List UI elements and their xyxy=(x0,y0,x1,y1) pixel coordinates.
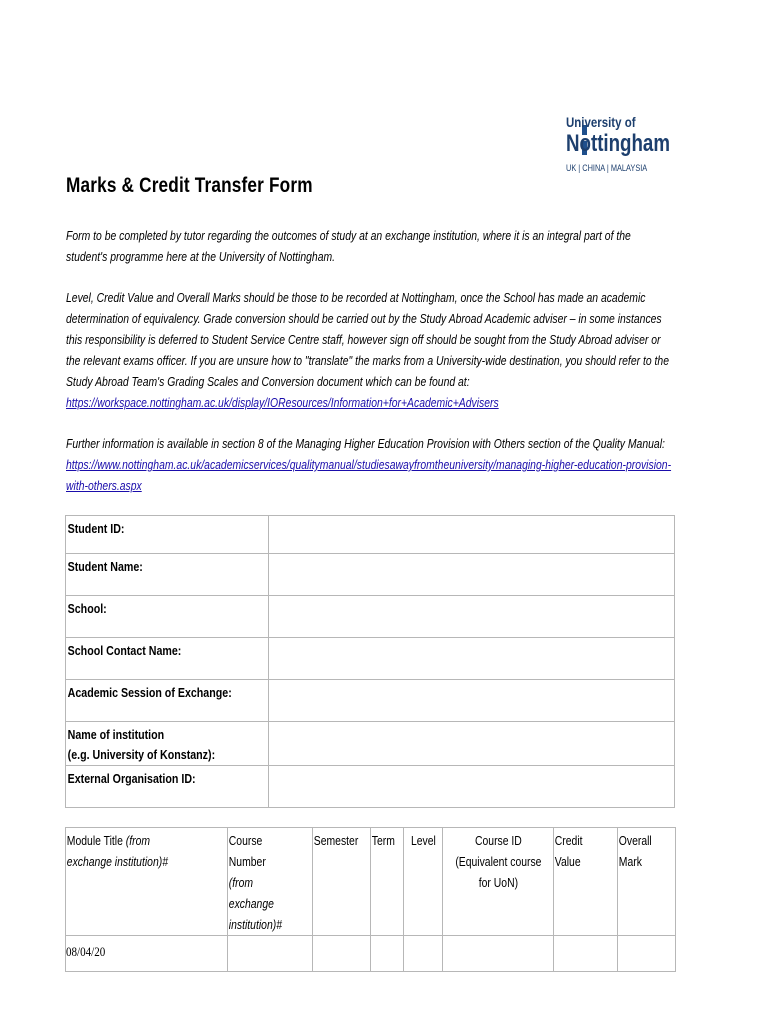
academic-session-field[interactable] xyxy=(269,680,675,722)
student-info-table xyxy=(65,515,675,808)
university-logo xyxy=(559,93,697,193)
further-info-paragraph xyxy=(66,433,674,496)
academic-advisers-link[interactable]: https://workspace.nottingham.ac.uk/display/IOResources/Information+for+Academic+Advisers xyxy=(66,395,499,410)
student-name-field[interactable] xyxy=(269,554,675,596)
course-number-cell[interactable] xyxy=(228,936,313,972)
school-field[interactable] xyxy=(269,596,675,638)
external-org-id-field[interactable] xyxy=(269,766,675,808)
table-row xyxy=(66,766,675,808)
footer-date: 08/04/20 xyxy=(66,944,106,959)
level-cell[interactable] xyxy=(403,936,442,972)
module-title-header: Module Title (from exchange institution)# xyxy=(66,833,168,869)
table-row xyxy=(66,554,675,596)
course-id-header: Course ID (Equivalent course for UoN) xyxy=(454,833,542,890)
form-title: Marks & Credit Transfer Form xyxy=(66,174,313,197)
table-row xyxy=(66,596,675,638)
guidance-text: Level, Credit Value and Overall Marks should be those to be recorded at Nottingham, once the School has made an academic determination of equivalency. Grade conversion should be carried out by the Study Abroad Academic adviser – in some instances this responsibility is deferred to Student Service Centre staff, however sign off should be sought from the Study Abroad adviser or the relevant exams officer. If you are unsure how to "translate" the marks from a University-wide destination, you should refer to the Study Abroad Team's Grading Scales and Conversion document which can be found at: xyxy=(66,290,669,389)
logo-line-nottingham: Nottingham xyxy=(566,129,670,157)
institution-field[interactable] xyxy=(269,722,675,766)
credit-value-cell[interactable] xyxy=(553,936,617,972)
academic-session-label: Academic Session of Exchange: xyxy=(67,685,232,700)
table-row xyxy=(66,516,675,554)
credit-value-header: Credit Value xyxy=(554,833,583,869)
table-row xyxy=(66,680,675,722)
logo-line-university: University of xyxy=(566,113,636,130)
external-org-id-label: External Organisation ID: xyxy=(67,771,196,786)
course-number-header: Course Number (from exchange institution)# xyxy=(228,833,282,932)
overall-mark-header: Overall Mark xyxy=(618,833,652,869)
student-id-label: Student ID: xyxy=(67,521,125,536)
logo-line-campuses: UK | CHINA | MALAYSIA xyxy=(566,162,648,173)
modules-table xyxy=(65,827,676,972)
student-name-label: Student Name: xyxy=(67,559,143,574)
school-contact-label: School Contact Name: xyxy=(67,643,182,658)
table-row xyxy=(66,722,675,766)
table-row xyxy=(66,638,675,680)
course-id-cell[interactable] xyxy=(442,936,553,972)
overall-mark-cell[interactable] xyxy=(617,936,675,972)
school-label: School: xyxy=(67,601,107,616)
student-id-field[interactable] xyxy=(269,516,675,554)
school-contact-field[interactable] xyxy=(269,638,675,680)
semester-header: Semester xyxy=(313,833,359,848)
further-info-text: Further information is available in section 8 of the Managing Higher Education Provision with Others section of the Quality Manual: xyxy=(66,436,665,451)
guidance-paragraph xyxy=(66,287,674,413)
quality-manual-link[interactable]: https://www.nottingham.ac.uk/academicservices/qualitymanual/studiesawayfromtheuniversity/managing-higher-education-provision-with-others.aspx xyxy=(66,457,672,493)
level-header: Level xyxy=(410,833,436,848)
intro-paragraph: Form to be completed by tutor regarding the outcomes of study at an exchange institution, where it is an integral part of the student's programme here at the University of Nottingham. xyxy=(66,228,631,264)
modules-header-row xyxy=(66,828,676,936)
institution-label: Name of institution (e.g. University of Konstanz): xyxy=(67,727,216,762)
term-header: Term xyxy=(371,833,395,848)
table-row xyxy=(66,936,676,972)
semester-cell[interactable] xyxy=(313,936,371,972)
term-cell[interactable] xyxy=(370,936,403,972)
